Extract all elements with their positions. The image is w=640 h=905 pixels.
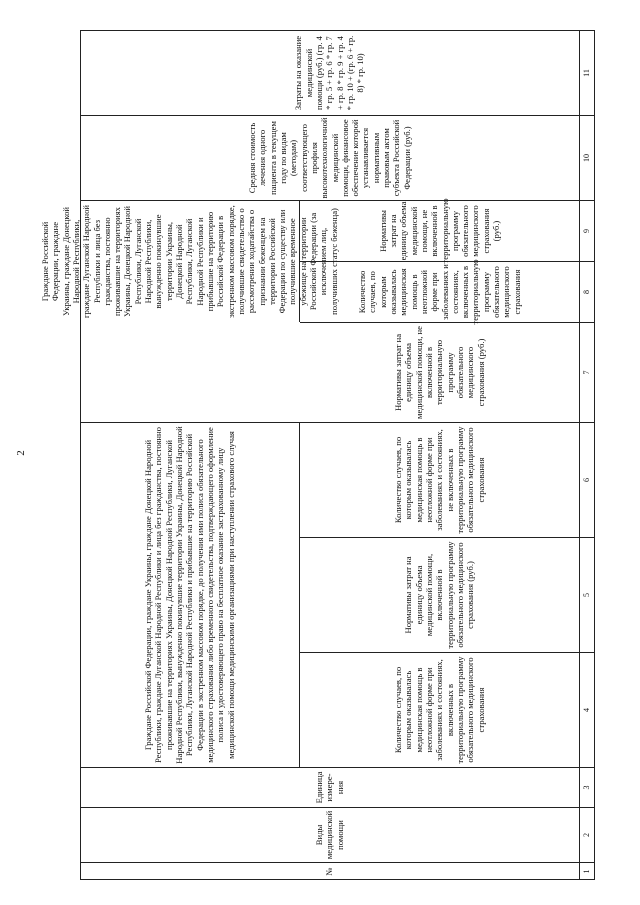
num-11: 11 — [580, 30, 595, 115]
header-col-2: Виды медицинской помощи — [80, 807, 580, 862]
num-1: 1 — [580, 862, 595, 880]
num-2: 2 — [580, 807, 595, 862]
num-3: 3 — [580, 767, 595, 807]
page-number: 2 — [14, 450, 27, 456]
num-7: 7 — [580, 322, 595, 422]
num-10: 10 — [580, 115, 595, 200]
num-9: 9 — [580, 200, 595, 261]
header-col-11: Затраты на оказание медицинской помощи (руб.) (гр. 4 * гр. 5 + гр. 6 * гр. 7 + гр. 8 * гр. 9 + гр. 4 * гр. 10 + (гр. 6 + гр. 8) * гр. 10) — [80, 30, 580, 115]
header-col-5: Нормативы затрат на единицу объема медицинской помощи, включенной в территориальную программу обязательного медицинского страхования (руб.) — [300, 537, 580, 652]
num-5: 5 — [580, 537, 595, 652]
header-group-b: Граждане Российской Федерации, граждане Украины, граждане Донецкой Народной Республики, граждане Луганской Народной Республики и лица без гражданства, постоянно проживавшие на территориях Украины, Донецкой Народной Республики, Луганской Народной Республики, вынужденно покинувшие территории Украины, Донецкой Народной Республики, Луганской Народной Республики и прибывшие на территорию Российской Федерации в экстренном массовом порядке, получившие свидетельство о рассмотрении ходатайства о признании беженцем на территории Российской Федерации по существу или получившие временное убежище на территории Российской Федерации (за исключением лиц, получивших статус беженца) — [80, 200, 300, 322]
header-col-9: Нормативы затрат на единицу объема медицинской помощи, не включенной в территориальную программу обязательного медицинского страхования (руб.) — [300, 200, 580, 261]
header-col-6: Количество случаев, по которым оказывалась медицинская помощь в неотложной форме при заболеваниях и состояниях, не включенных в территориальную программу обязательного медицинского страхования — [300, 422, 580, 537]
header-col-1: № — [80, 862, 580, 880]
header-col-10: Средняя стоимость лечения одного пациента в текущем году по видам (методам) соответствующего профиля высокотехнологичной медицинской помощи, финансовое обеспечение которой устанавливается нормативным правовым актом субъекта Российской Федерации (руб.) — [80, 115, 580, 200]
header-col-3: Единица измере-ния — [80, 767, 580, 807]
header-col-7: Нормативы затрат на единицу объема медицинской помощи, не включенной в территориальную программу обязательного медицинского страхования (руб.) — [300, 322, 580, 422]
header-col-8: Количество случаев, по которым оказывалась медицинская помощь в неотложной форме при заболеваниях и состояниях, включенных в территориальную программу обязательного медицинского страхования — [300, 261, 580, 322]
header-group-a: Граждане Российской Федерации, граждане Украины, граждане Донецкой Народной Республики, граждане Луганской Народной Республики и лица без гражданства, постоянно проживавшие на территориях Украины, Донецкой Народной Республики, Луганской Народной Республики, вынужденно покинувшие территории Украины, Донецкой Народной Республики, Луганской Народной Республики и прибывшие на территорию Российской Федерации в экстренном массовом порядке, до получения ими полиса обязательного медицинского страхования либо временного свидетельства, подтверждающего оформление полиса и удостоверяющего право на бесплатное оказание застрахованному лицу медицинской помощи медицинскими организациями при наступлении страхового случая — [80, 422, 300, 767]
header-col-4: Количество случаев, по которым оказывалась медицинская помощь в неотложной форме при заболеваниях и состояниях, включенных в территориальную программу обязательного медицинского страхования — [300, 652, 580, 767]
num-8: 8 — [580, 261, 595, 322]
num-4: 4 — [580, 652, 595, 767]
num-6: 6 — [580, 422, 595, 537]
rotated-table — [39, 30, 595, 880]
